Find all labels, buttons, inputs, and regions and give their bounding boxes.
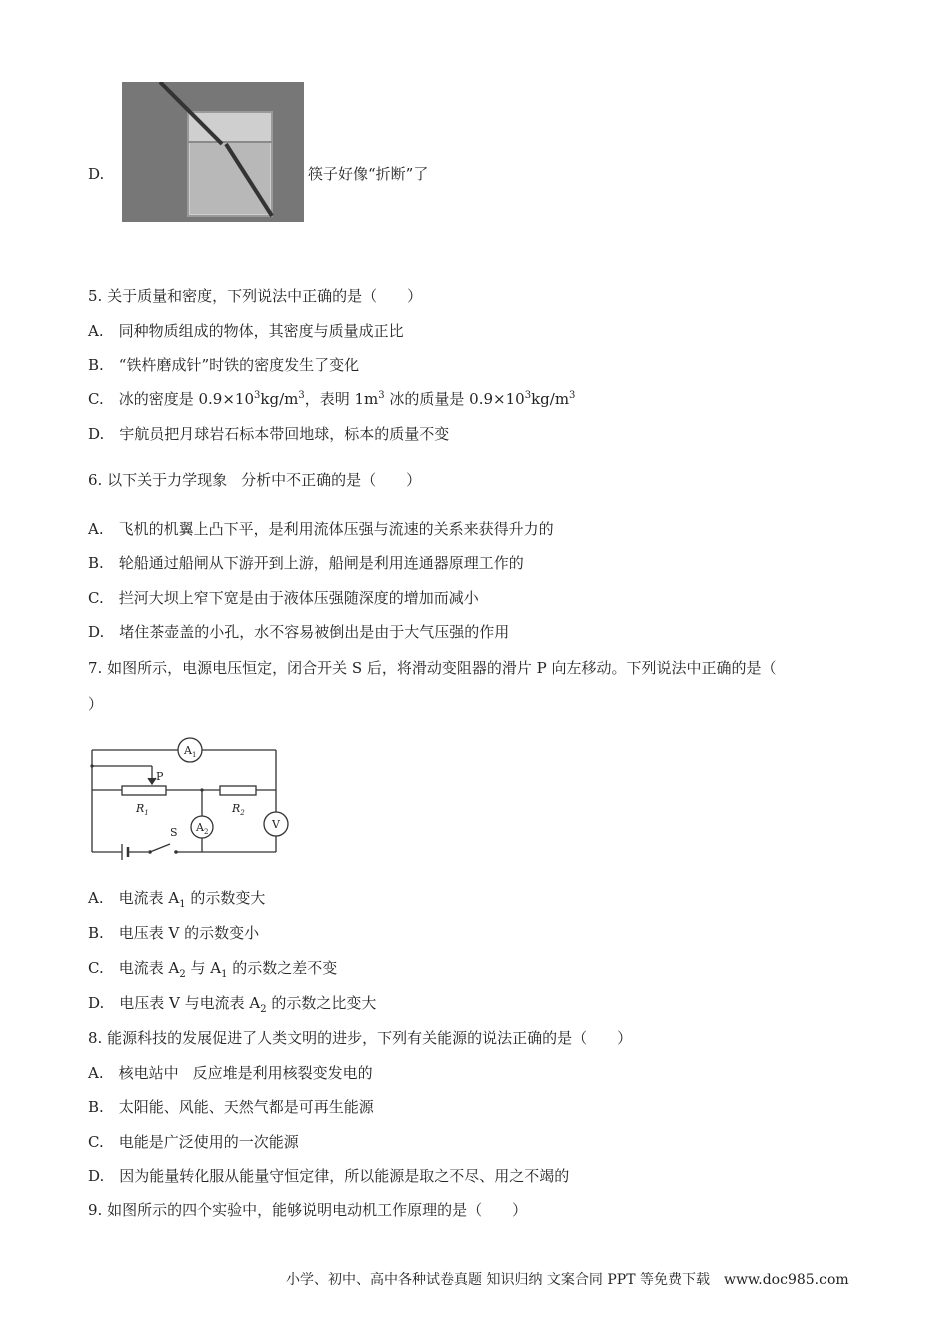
q8-option-c: C. 电能是广泛使用的一次能源	[88, 1133, 299, 1151]
q5-option-a: A. 同种物质组成的物体，其密度与质量成正比	[88, 322, 404, 340]
q7-option-c: C. 电流表 $A_2$ 与 $A_1$ 的示数之差不变	[88, 959, 338, 980]
q7-option-a: A. 电流表 $A_1$ 的示数变大	[88, 889, 266, 910]
q7-option-b: B. 电压表 V 的示数变小	[88, 924, 260, 942]
label-a2: $A_2$	[196, 821, 209, 836]
q9-stem: 9. 如图所示的四个实验中，能够说明电动机工作原理的是（ ）	[88, 1201, 528, 1219]
label-r1: $R_1$	[136, 802, 149, 817]
q5-option-d: D. 宇航员把月球岩石标本带回地球，标本的质量不变	[88, 425, 450, 443]
resistor-r1	[122, 786, 166, 795]
page-footer: 小学、初中、高中各种试卷真题 知识归纳 文案合同 PPT 等免费下载 www.doc985.com	[286, 1272, 849, 1288]
q4-option-d-label: D.	[88, 165, 105, 183]
label-r2: $R_2$	[232, 802, 245, 817]
q8-stem: 8. 能源科技的发展促进了人类文明的进步，下列有关能源的说法正确的是（ ）	[88, 1029, 633, 1047]
q5-option-c: C. 冰的密度是 $0.9\times 10^3kg/m^3$，表明 $1m^3$ 冰的质量是 $0.9\times 10^3kg/m^3$	[88, 390, 576, 408]
chopsticks-in-water-photo	[122, 82, 304, 222]
q8-option-a: A. 核电站中 反应堆是利用核裂变发电的	[88, 1064, 373, 1082]
q5-option-b: B. “铁杵磨成针”时铁的密度发生了变化	[88, 356, 360, 374]
q6-option-c: C. 拦河大坝上窄下宽是由于液体压强随深度的增加而减小	[88, 589, 479, 607]
q4-option-d-text: 筷子好像“折断”了	[308, 165, 429, 183]
q8-option-d: D. 因为能量转化服从能量守恒定律，所以能源是取之不尽、用之不竭的	[88, 1167, 570, 1185]
circuit-diagram	[86, 736, 296, 860]
q8-option-b: B. 太阳能、风能、天然气都是可再生能源	[88, 1098, 374, 1116]
q5-stem: 5. 关于质量和密度，下列说法中正确的是（ ）	[88, 287, 423, 305]
q6-option-a: A. 飞机的机翼上凸下平，是利用流体压强与流速的关系来获得升力的	[88, 520, 554, 538]
label-p: P	[156, 770, 164, 783]
slider-arrow	[148, 778, 156, 784]
label-v: V	[272, 818, 280, 831]
switch-s	[150, 844, 170, 852]
resistor-r2	[220, 786, 256, 795]
q7-stem: 7. 如图所示，电源电压恒定，闭合开关 S 后，将滑动变阻器的滑片 P 向左移动。下列说法中正确的是（	[88, 659, 777, 677]
q6-stem: 6. 以下关于力学现象 分析中不正确的是（ ）	[88, 471, 422, 489]
q6-option-b: B. 轮船通过船闸从下游开到上游，船闸是利用连通器原理工作的	[88, 554, 524, 572]
label-s: S	[170, 826, 178, 839]
label-a1: $A_1$	[184, 744, 197, 759]
q6-option-d: D. 堵住茶壶盖的小孔，水不容易被倒出是由于大气压强的作用	[88, 623, 510, 641]
q7-stem-close: ）	[88, 695, 104, 713]
q7-option-d: D. 电压表 V 与电流表 $A_2$ 的示数之比变大	[88, 994, 377, 1015]
